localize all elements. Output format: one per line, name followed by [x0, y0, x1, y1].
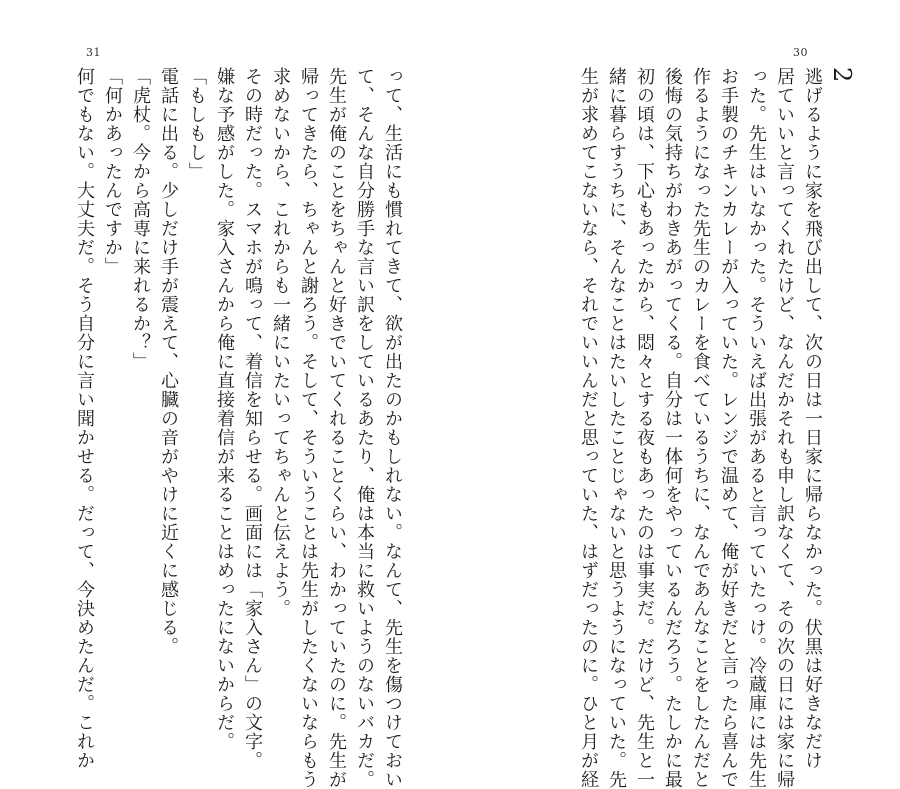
text-line: 逃げるように家を飛び出して、次の日は一日家に帰らなかった。伏黒は好きなだけ: [802, 67, 823, 770]
text-line: 電話に出る。少しだけ手が震えて、心臓の音がやけに近くに感じる。: [158, 67, 179, 656]
text-line: その時だった。スマホが鳴って、着信を知らせる。画面には「家入さん」の文字。: [242, 67, 263, 770]
right-page-text: [530, 67, 826, 789]
text-line: 嫌な予感がした。家入さんから俺に直接着信が来ることはめったにないからだ。: [214, 67, 235, 751]
text-line: 生が求めてこないなら、それでいいんだと思っていた、はずだったのに。ひと月が経: [578, 67, 599, 789]
text-line: 求めないから、これからも一緒にいたいってちゃんと伝えよう。: [270, 67, 291, 618]
right-page: [450, 0, 900, 789]
text-line: 先生が俺のことをちゃんと好きでいてくれることくらい、わかっていたのに。先生が: [326, 67, 347, 789]
text-line: 「もしもし」: [186, 67, 207, 181]
text-line: 後悔の気持ちがわきあがってくる。自分は一体何をやっているんだろう。たしかに最: [662, 67, 683, 789]
page-number-right: 30: [793, 46, 808, 59]
left-page-text: [74, 67, 406, 789]
text-line: お手製のチキンカレーが入っていた。レンジで温めて、俺が好きだと言ったら喜んで: [718, 67, 739, 789]
text-line: 緒に暮らすうちに、そんなことはたいしたことじゃないと思うようになっていた。先: [606, 67, 627, 789]
text-line: 初の頃は、下心もあったから、悶々とする夜もあったのは事実だ。だけど、先生と一: [634, 67, 655, 789]
text-line: 「何かあったんですか」: [102, 67, 123, 276]
text-line: 帰ってきたら、ちゃんと謝ろう。そして、そういうことは先生がしたくないならもう: [298, 67, 319, 789]
text-line: って、生活にも慣れてきて、欲が出たのかもしれない。なんて、先生を傷つけておい: [382, 67, 403, 789]
text-line: った。先生はいなかった。そういえば出張があると言っていたっけ。冷蔵庫には先生: [746, 67, 767, 789]
chapter-number: 2: [828, 67, 856, 83]
page-number-left: 31: [86, 46, 101, 59]
text-line: 作るようになった先生のカレーを食べているうちに、なんであんなことをしたんだと: [690, 67, 711, 789]
text-line: 居ていいと言ってくれたけど、なんだかそれも申し訳なくて、その次の日には家に帰: [774, 67, 795, 789]
text-line: 「虎杖。今から高専に来れるか？」: [130, 67, 151, 371]
text-line: 何でもない。大丈夫だ。そう自分に言い聞かせる。だって、今決めたんだ。これか: [74, 67, 95, 770]
text-line: て、そんな自分勝手な言い訳をしているあたり、俺は本当に救いようのないバカだ。: [354, 67, 375, 789]
